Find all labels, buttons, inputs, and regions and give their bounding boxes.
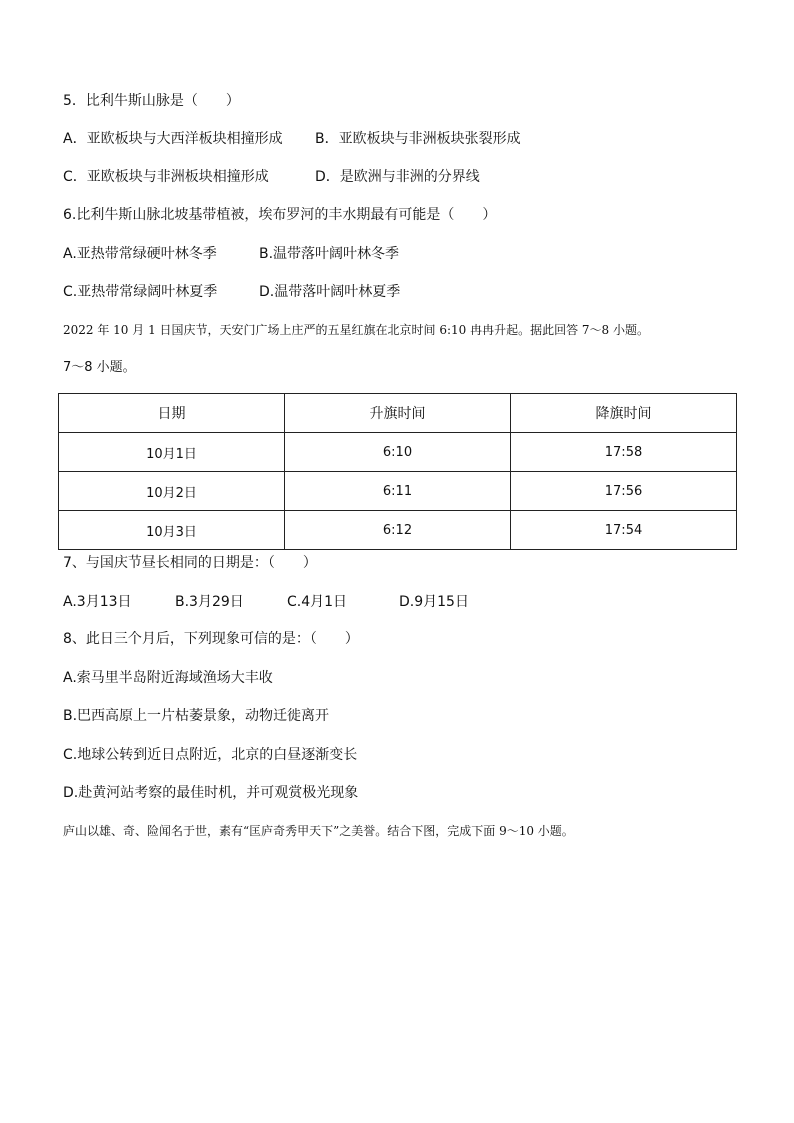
cell-raise-time: 6:11	[285, 472, 511, 511]
sub-7-8: 7～8 小题。	[63, 360, 136, 375]
q8-stem: 8、此日三个月后，下列现象可信的是：（ ）	[63, 631, 359, 647]
q6-option-d: D.温带落叶阔叶林夏季	[259, 284, 401, 300]
q8-option-d: D.赴黄河站考察的最佳时机，并可观赏极光现象	[63, 785, 359, 801]
table-row	[59, 433, 737, 472]
q7-stem: 7、与国庆节昼长相同的日期是：（ ）	[63, 555, 317, 571]
cell-raise-time: 6:10	[285, 433, 511, 472]
cell-date: 10月1日	[59, 433, 285, 472]
q7-option-c: C.4月1日	[287, 594, 348, 610]
q6-option-c: C.亚热带常绿阔叶林夏季	[63, 284, 218, 300]
intro-7-8: 2022 年 10 月 1 日国庆节，天安门广场上庄严的五星红旗在北京时间 6:10 冉冉升起。据此回答 7～8 小题。	[63, 323, 649, 337]
table-row	[59, 511, 737, 550]
q6-stem: 6.比利牛斯山脉北坡基带植被，埃布罗河的丰水期最有可能是（ ）	[63, 207, 497, 223]
cell-date: 10月3日	[59, 511, 285, 550]
cell-date: 10月2日	[59, 472, 285, 511]
q5-option-c: C．亚欧板块与非洲板块相撞形成	[63, 169, 269, 185]
q6-option-b: B.温带落叶阔叶林冬季	[259, 246, 400, 262]
table-row	[59, 472, 737, 511]
q7-option-b: B.3月29日	[175, 594, 244, 610]
q5-option-b: B．亚欧板块与非洲板块张裂形成	[315, 131, 521, 147]
q8-option-c: C.地球公转到近日点附近，北京的白昼逐渐变长	[63, 747, 358, 763]
q6-option-a: A.亚热带常绿硬叶林冬季	[63, 246, 217, 262]
q7-option-d: D.9月15日	[399, 594, 469, 610]
q5-option-a: A．亚欧板块与大西洋板块相撞形成	[63, 131, 283, 147]
cell-raise-time: 6:12	[285, 511, 511, 550]
q8-option-b: B.巴西高原上一片枯萎景象，动物迁徙离开	[63, 708, 330, 724]
cell-lower-time: 17:58	[511, 433, 737, 472]
header-lower-time: 降旗时间	[511, 394, 737, 433]
cell-lower-time: 17:56	[511, 472, 737, 511]
q7-option-a: A.3月13日	[63, 594, 132, 610]
cell-lower-time: 17:54	[511, 511, 737, 550]
table-header-row	[59, 394, 737, 433]
q8-option-a: A.索马里半岛附近海域渔场大丰收	[63, 670, 273, 686]
header-date: 日期	[59, 394, 285, 433]
flag-time-table	[58, 393, 737, 550]
header-raise-time: 升旗时间	[285, 394, 511, 433]
q5-stem: 5．比利牛斯山脉是（ ）	[63, 93, 240, 109]
q5-option-d: D．是欧洲与非洲的分界线	[315, 169, 480, 185]
intro-9-10: 庐山以雄、奇、险闻名于世，素有“匡庐奇秀甲天下”之美誉。结合下图，完成下面 9～10 小题。	[63, 824, 574, 838]
